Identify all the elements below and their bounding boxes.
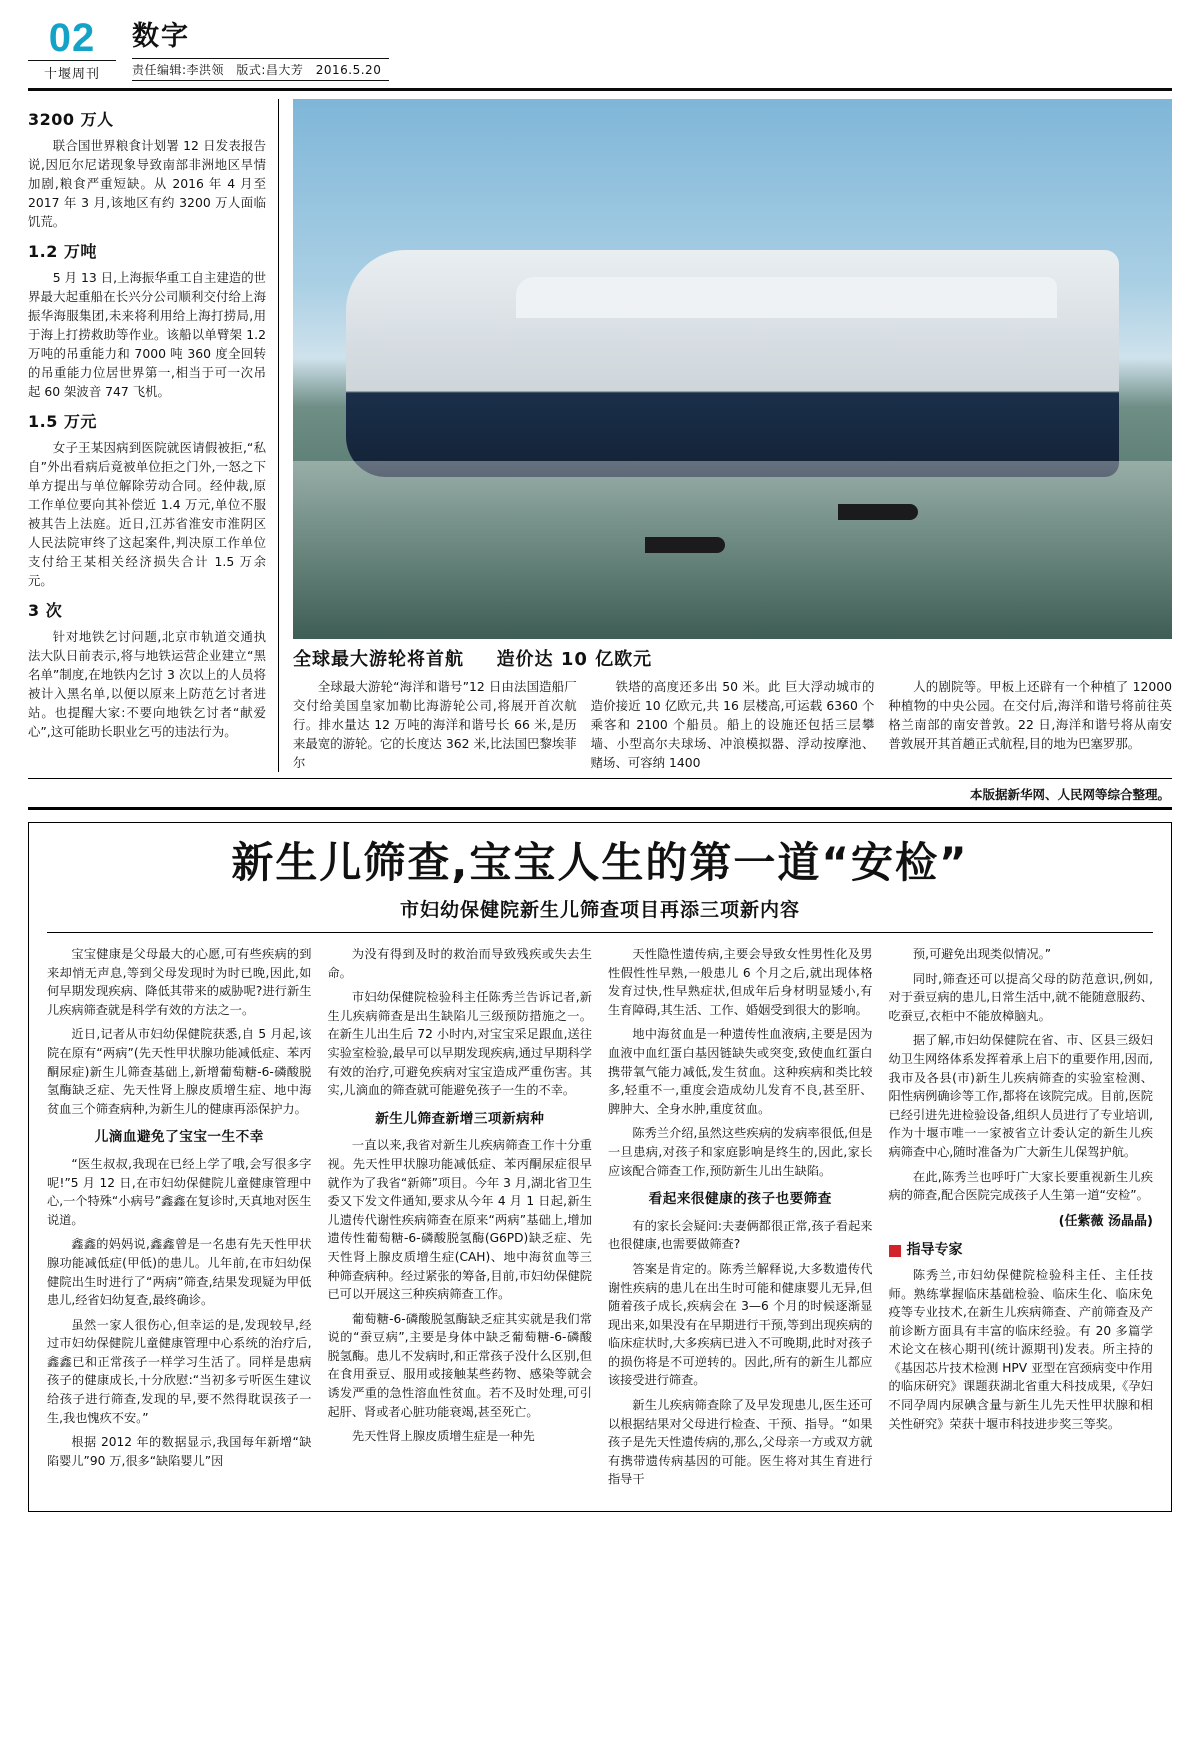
number-item — [28, 107, 266, 231]
number-body: 联合国世界粮食计划署 12 日发表报告说,因厄尔尼诺现象导致南部非洲地区旱情加剧,粮食严重短缺。从 2016 年 4 月至 2017 年 3 月,该地区有约 3200 万人面临饥荒。 — [28, 138, 266, 229]
feature-column-3 — [608, 945, 873, 1495]
paragraph: 地中海贫血是一种遗传性血液病,主要是因为血液中血红蛋白基因链缺失或突变,致使血红蛋白携带氧气能力减低,发生贫血。这种疾病和类比较多,轻重不一,重度会造成幼儿发育不良,甚至肝、脾肿大、全身水肿,重度贫血。 — [608, 1027, 873, 1116]
photo-story-col: 铁塔的高度还多出 50 米。此 巨大浮动城市的造价接近 10 亿欧元,共 16 层楼高,可运载 6360 个乘客和 2100 个船员。船上的设施还包括三层攀墙、小型高尔夫球场、冲浪模拟器、浮动按摩池、赌场、可容纳 1400 — [590, 679, 875, 770]
publish-date: 2016.5.20 — [315, 63, 382, 77]
paragraph: 答案是肯定的。陈秀兰解释说,大多数遗传代谢性疾病的患儿在出生时可能和健康婴儿无异,但随着孩子成长,疾病会在 3—6 个月的时候逐渐显现出来,如果没有在早期进行干预,等到出现疾病的临床症状时,大多疾病已进入不可晚期,此时对孩子的损伤将是不可逆转的。因此,所有的新生儿都应该接受进行筛查。 — [608, 1261, 873, 1388]
paragraph: 天性隐性遗传病,主要会导致女性男性化及男性假性性早熟,一般患儿 6 个月之后,就出现体格发育过快,性早熟症状,但成年后身材明显矮小,有生育障碍,其生活、工作、婚姻受到很大的影响。 — [608, 947, 873, 1017]
subheading: 儿滴血避免了宝宝一生不幸 — [94, 1129, 264, 1146]
paragraph: 为没有得到及时的救治而导致残疾或失去生命。 — [327, 947, 592, 980]
paragraph: 鑫鑫的妈妈说,鑫鑫曾是一名患有先天性甲状腺功能减低症(甲低)的患儿。儿年前,在市妇幼保健院出生时进行了“两病”筛查,结果发现疑为甲低患儿,经省妇幼复查,最终确诊。 — [47, 1237, 312, 1308]
photo-story-text — [293, 677, 1172, 772]
red-square-icon — [889, 1245, 901, 1257]
expert-bio: 陈秀兰,市妇幼保健院检验科主任、主任技师。熟练掌握临床基础检验、临床生化、临床免疫等专业技术,在新生儿疾病筛查、产前筛查及产前诊断方面具有丰富的临床经验。有 20 多篇学术论文在核心期刊(统计源期刊)发表。所主持的《基因芯片技术检测 HPV 亚型在宫颈病变中作用的临床研究》课题获湖北省重大科技成果,《孕妇不同孕周内尿碘含量与新生儿先天性甲状腺和相关性研究》荣获十堰市科技进步奖三等奖。 — [888, 1267, 1153, 1431]
paragraph: 在此,陈秀兰也呼吁广大家长要重视新生儿疾病的筛查,配合医院完成孩子人生第一道“安检”。 — [888, 1169, 1153, 1203]
paragraph: 新生儿疾病筛查除了及早发现患儿,医生还可以根据结果对父母进行检查、干预、指导。“如果孩子是先天性遗传病的,那么,父母亲一方或双方就有携带遗传病基因的可能。医生将对其生育进行指导干 — [608, 1398, 873, 1487]
number-body: 针对地铁乞讨问题,北京市轨道交通执法大队日前表示,将与地铁运营企业建立“黑名单”制度,在地铁内乞讨 3 次以上的人员将被计入黑名单,以便以原来上防范乞讨者进站。也提醒大家:不要向地铁乞讨者“献爱心”,这可能助长职业乞丐的违法行为。 — [28, 629, 266, 739]
water-wake-shape — [293, 461, 1172, 639]
paragraph: 根据 2012 年的数据显示,我国每年新增“缺陷婴儿”90 万,很多“缺陷婴儿”因 — [47, 1435, 312, 1468]
paragraph: 同时,筛查还可以提高父母的防范意识,例如,对于蚕豆病的患儿,日常生活中,就不能随意服药、吃蚕豆,衣柜中不能放樟脑丸。 — [888, 971, 1153, 1023]
escort-boat-shape — [645, 537, 725, 553]
paragraph: 据了解,市妇幼保健院在省、市、区县三级妇幼卫生网络体系发挥着承上启下的重要作用,因而,我市及各县(市)新生儿疾病筛查的实验室检测、阳性病例确诊等工作,都将在该院完成。目前,医院已经引进先进检验设备,组织人员进行了专业培训,作为十堰市唯一一家被省立计委认定的新生儿疾病筛查中心,随时准备为广大新生儿保驾护航。 — [888, 1033, 1153, 1159]
number-body: 5 月 13 日,上海振华重工自主建造的世界最大起重船在长兴分公司顺利交付给上海振华海服集团,未来将利用给上海打捞局,用于海上打捞救助等作业。该船以单臂架 1.2 万吨的吊重能力和 7000 吨 360 度全回转的吊重能力位居世界第一,相当于可一次吊起 60 架波音 747 飞机。 — [28, 270, 266, 399]
cruise-ship-photo — [293, 99, 1172, 639]
feature-column-1 — [47, 945, 312, 1495]
feature-column-2 — [328, 945, 593, 1495]
feature-column-4 — [889, 945, 1154, 1495]
numbers-column — [28, 99, 279, 772]
photo-story-col: 人的剧院等。甲板上还辟有一个种植了 12000 种植物的中央公园。在交付后,海洋和谐号将前往英格兰南部的南安普敦。22 日,海洋和谐号将从南安普敦展开其首趟正式航程,目的地为巴塞罗那。 — [888, 679, 1173, 751]
number-headline: 3 次 — [28, 601, 63, 620]
photo-caption-main: 全球最大游轮将首航 — [293, 649, 464, 670]
paragraph: “医生叔叔,我现在已经上学了哦,会写很多字呢!”5 月 12 日,在市妇幼保健院儿童健康管理中心,一个特殊“小病号”鑫鑫在复诊时,天真地对医生说道。 — [47, 1156, 312, 1227]
subheading: 新生儿筛查新增三项新病种 — [375, 1110, 545, 1127]
masthead — [28, 18, 1172, 91]
article-byline: (任紫薇 汤晶晶) — [1058, 1213, 1153, 1229]
photo-story-column — [293, 99, 1172, 772]
feature-title: 新生儿筛查,宝宝人生的第一道“安检” — [231, 838, 969, 887]
ship-hull-shape — [346, 250, 1120, 477]
editor-credit: 责任编辑:李洪领 — [132, 63, 225, 77]
subheading: 看起来很健康的孩子也要筛查 — [648, 1191, 832, 1208]
photo-story-col: 全球最大游轮“海洋和谐号”12 日由法国造船厂交付给美国皇家加勒比海游轮公司,将展开首次航行。排水量达 12 万吨的海洋和谐号长 66 米,是历来最宽的游轮。它的长度达 362 米,比法国巴黎埃菲尔 — [293, 679, 577, 770]
page-number-block — [28, 18, 116, 82]
feature-subtitle: 市妇幼保健院新生儿筛查项目再添三项新内容 — [47, 895, 1153, 933]
source-line: 本版据新华网、人民网等综合整理。 — [28, 779, 1172, 810]
paragraph: 虽然一家人很伤心,但幸运的是,发现较早,经过市妇幼保健院儿童健康管理中心系统的治疗后,鑫鑫已和正常孩子一样学习生活了。同样是患病孩子的健康成长,十分欣慰:“当初多亏听医生建议给孩子进行筛查,发现的早,要不然得耽误孩子一生,我也愧疚不安。” — [47, 1317, 312, 1425]
number-headline: 3200 万人 — [28, 110, 114, 129]
feature-columns — [47, 945, 1153, 1495]
paragraph: 市妇幼保健院检验科主任陈秀兰告诉记者,新生儿疾病筛查是出生缺陷儿三级预防措施之一。在新生儿出生后 72 小时内,对宝宝采足跟血,送往实验室检验,最早可以早期发现疾病,通过早期科学有效的治疗,可避免疾病对宝宝造成严重伤害。其实,儿滴血的筛查就可能避免孩子一生的不幸。 — [327, 990, 592, 1098]
feature-article — [28, 822, 1172, 1512]
page-number: 02 — [48, 16, 96, 60]
top-section — [28, 99, 1172, 779]
section-title: 数字 — [132, 21, 190, 52]
ship-superstructure-shape — [516, 277, 1057, 318]
paragraph: 有的家长会疑问:夫妻俩都很正常,孩子看起来也很健康,也需要做筛查? — [608, 1218, 873, 1252]
masthead-right — [116, 18, 389, 81]
paragraph: 先天性肾上腺皮质增生症是一种先 — [351, 1429, 535, 1444]
number-item — [28, 598, 266, 741]
escort-boat-shape — [838, 504, 918, 520]
number-item — [28, 409, 266, 590]
expert-heading — [889, 1241, 1154, 1260]
credits-line — [132, 58, 389, 81]
expert-label: 指导专家 — [906, 1242, 963, 1259]
paragraph: 一直以来,我省对新生儿疾病筛查工作十分重视。先天性甲状腺功能减低症、苯丙酮尿症很早就作为了我省“新筛”项目。今年 3 月,湖北省卫生委又下发文件通知,要求从今年 4 月 1 日起,新生儿遗传代谢性疾病筛查在原来“两病”基础上,增加遗传性葡萄糖-6-磷酸脱氢酶(G6PD)缺乏症、先天性肾上腺皮质增生症(CAH)、地中海贫血等三种筛查病种。经过紧张的筹备,目前,市妇幼保健院已可以开展这三种疾病筛查工作。 — [327, 1138, 592, 1302]
number-body: 女子王某因病到医院就医请假被拒,“私自”外出看病后竟被单位拒之门外,一怒之下单方提出与单位解除劳动合同。经仲裁,原工作单位要向其补偿近 1.4 万元,单位不服被其告上法庭。近日,江苏省淮安市淮阴区人民法院审终了这起案件,判决原工作单位支付给王某相关经济损失合计 1.5 万余元。 — [28, 440, 266, 588]
paper-name: 十堰周刊 — [28, 60, 116, 82]
number-item — [28, 239, 266, 401]
number-headline: 1.2 万吨 — [28, 242, 97, 261]
number-headline: 1.5 万元 — [28, 412, 97, 431]
layout-credit: 版式:昌大芳 — [236, 63, 304, 77]
paragraph: 葡萄糖-6-磷酸脱氢酶缺乏症其实就是我们常说的“蚕豆病”,主要是身体中缺乏葡萄糖-6-磷酸脱氢酶。患儿不发病时,和正常孩子没什么区别,但在食用蚕豆、服用或接触某些药物、感染等就会诱发严重的急性溶血性贫血。若不及时处理,可引起肝、肾或者心脏功能衰竭,甚至死亡。 — [327, 1311, 592, 1419]
photo-caption-sub: 造价达 10 亿欧元 — [496, 649, 653, 670]
paragraph: 预,可避免出现类似情况。” — [912, 947, 1052, 961]
paragraph: 宝宝健康是父母最大的心愿,可有些疾病的到来却悄无声息,等到父母发现时为时已晚,因此,如何早期发现疾病、降低其带来的威胁呢?进行新生儿疾病筛查就是科学有效的方法之一。 — [47, 947, 312, 1017]
paragraph: 陈秀兰介绍,虽然这些疾病的发病率很低,但是一旦患病,对孩子和家庭影响是终生的,因此,家长应该配合筛查工作,预防新生儿出生缺陷。 — [608, 1126, 873, 1178]
photo-caption — [293, 645, 1172, 671]
paragraph: 近日,记者从市妇幼保健院获悉,自 5 月起,该院在原有“两病”(先天性甲状腺功能减低症、苯丙酮尿症)新生儿筛查基础上,新增葡萄糖-6-磷酸脱氢酶缺乏症、先天性肾上腺皮质增生症、地中海贫血三个筛查病种,为新生儿的健康再添保护力。 — [47, 1027, 312, 1116]
